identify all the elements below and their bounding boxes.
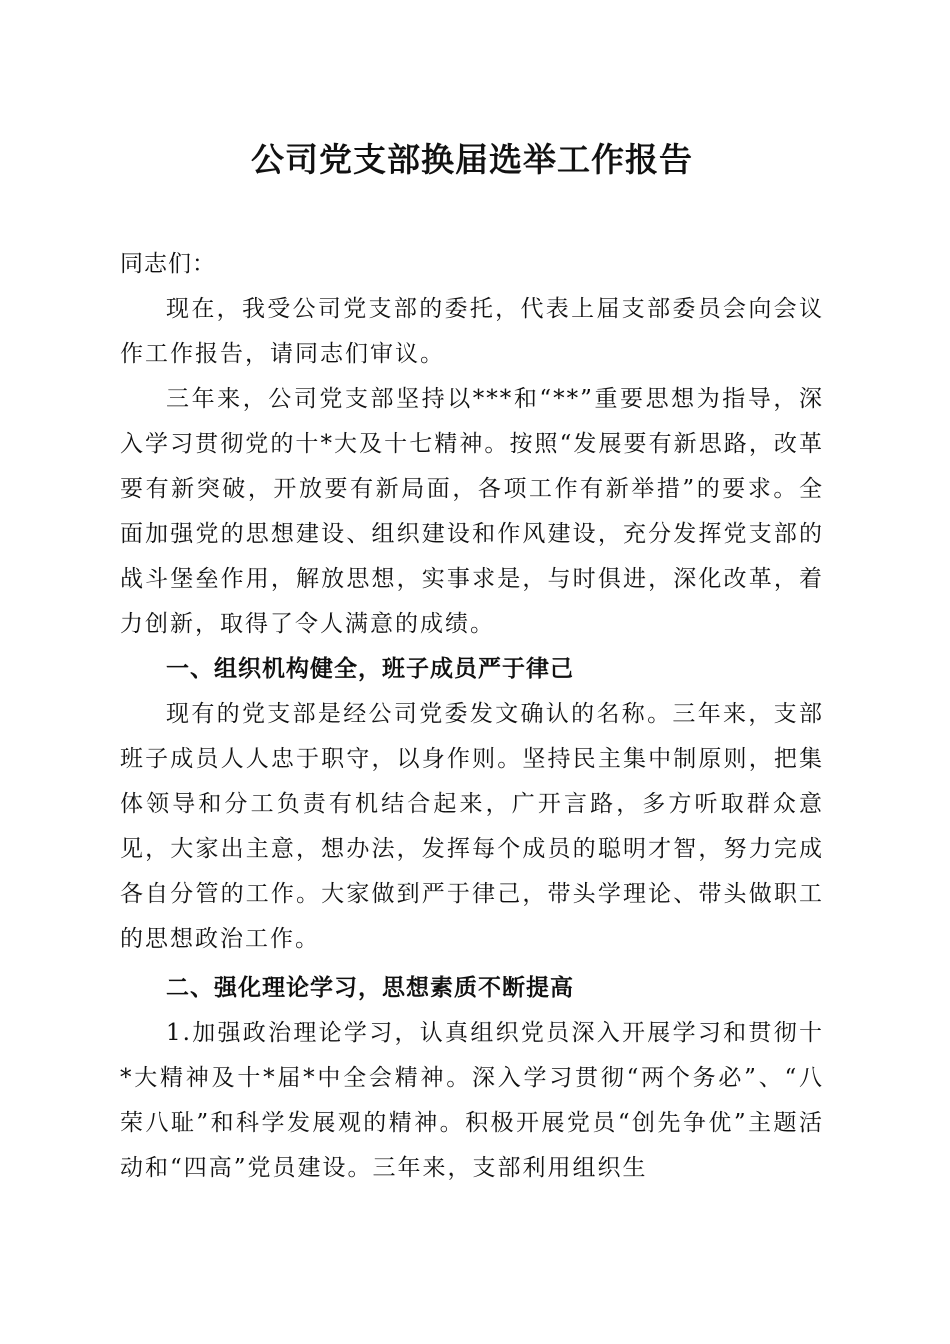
paragraph-overview: 三年来，公司党支部坚持以***和“**”重要思想为指导，深入学习贯彻党的十*大及十七精神。按照“发展要有新思路，改革要有新突破，开放要有新局面，各项工作有新举措”的要求。全面加强党的思想建设、组织建设和作风建设，充分发挥党支部的战斗堡垒作用，解放思想，实事求是，与时俱进，深化改革，着力创新，取得了令人满意的成绩。 xyxy=(120,386,824,637)
section-heading-1: 一、组织机构健全，班子成员严于律己 xyxy=(166,656,574,682)
paragraph-section-1: 现有的党支部是经公司党委发文确认的名称。三年来，支部班子成员人人忠于职守，以身作则。坚持民主集中制原则，把集体领导和分工负责有机结合起来，广开言路，多方听取群众意见，大家出主意，想办法，发挥每个成员的聪明才智，努力完成各自分管的工作。大家做到严于律己，带头学理论、带头做职工的思想政治工作。 xyxy=(120,701,824,952)
paragraph-section-2-item-1: 1.加强政治理论学习，认真组织党员深入开展学习和贯彻十*大精神及十*届*中全会精神。深入学习贯彻“两个务必”、“八荣八耻”和科学发展观的精神。积极开展党员“创先争优”主题活动和“四高”党员建设。三年来，支部利用组织生 xyxy=(120,1020,824,1181)
section-heading-2: 二、强化理论学习，思想素质不断提高 xyxy=(166,975,574,1001)
salutation: 同志们： xyxy=(120,251,216,277)
document-page xyxy=(120,130,824,1191)
document-title: 公司党支部换届选举工作报告 xyxy=(251,140,693,179)
paragraph-intro: 现在，我受公司党支部的委托，代表上届支部委员会向会议作工作报告，请同志们审议。 xyxy=(120,296,824,367)
